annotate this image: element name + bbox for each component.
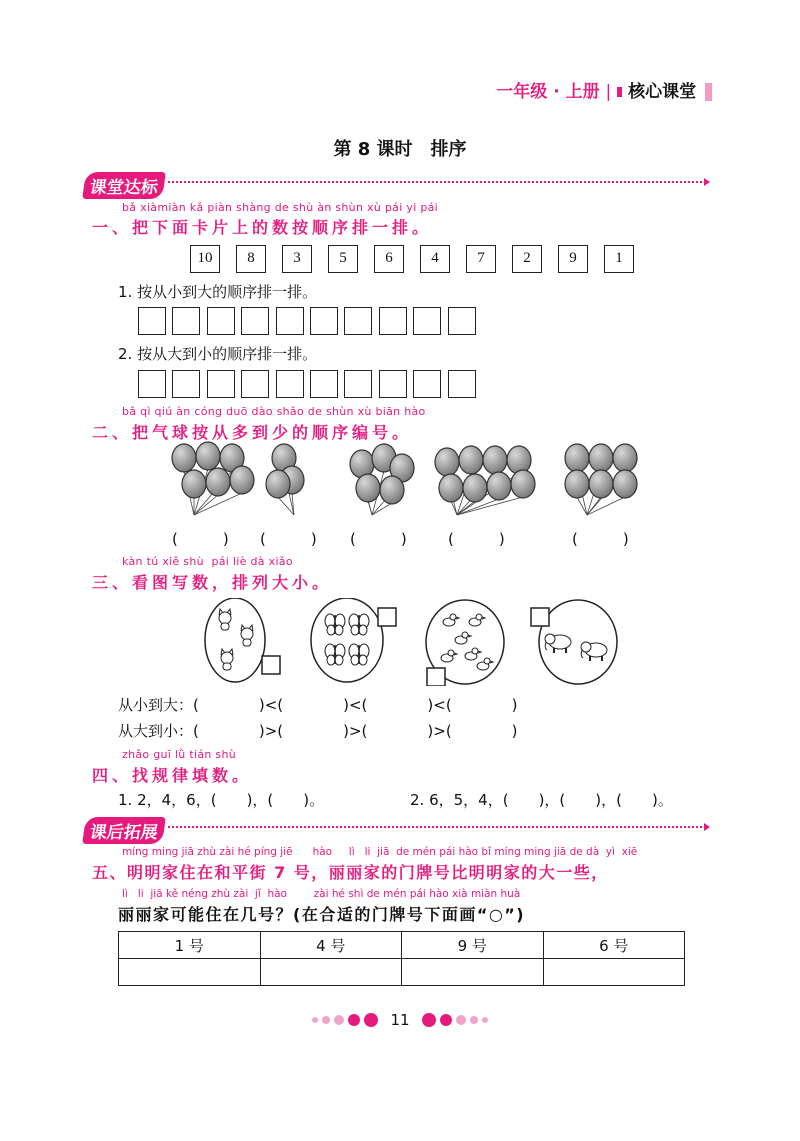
- q4-item1: 1. 2，4，6，( )，( )。: [118, 791, 325, 809]
- header-bar-icon: [705, 83, 712, 101]
- elephant-icon: [545, 634, 571, 653]
- cat-icon: [219, 609, 231, 630]
- count-answer-box[interactable]: [262, 656, 280, 674]
- elephant-icon: [581, 642, 607, 661]
- section-label-extension: 课后拓展: [82, 817, 166, 844]
- balloon-icon: [487, 472, 511, 500]
- answer-box[interactable]: [379, 370, 407, 398]
- answer-box[interactable]: [172, 370, 200, 398]
- header-grade: 一年级 · 上册: [496, 82, 600, 102]
- page-number: 11: [390, 1010, 410, 1029]
- balloon-icon: [172, 444, 196, 472]
- footer-dot-icon: [322, 1016, 330, 1024]
- header-brand: 核心课堂: [628, 82, 697, 102]
- balloon-icon: [459, 446, 483, 474]
- q5-title-1: 五、明明家住在和平街 7 号，丽丽家的门牌号比明明家的大一些，: [92, 863, 609, 882]
- table-answer-row: [119, 959, 685, 986]
- section-banner-extension: [84, 817, 164, 845]
- q1-title: 一、把下面卡片上的数按顺序排一排。: [92, 218, 433, 237]
- q3-title: 三、看图写数，排列大小。: [92, 573, 333, 592]
- balloon-rank-paren[interactable]: ( ): [350, 530, 407, 548]
- animal-group-circle: [205, 598, 265, 682]
- footer-dot-icon: [482, 1017, 488, 1023]
- duck-icon: [469, 614, 485, 626]
- answer-box[interactable]: [448, 307, 476, 335]
- answer-box[interactable]: [138, 370, 166, 398]
- q5-title-2: 丽丽家可能住在几号？(在合适的门牌号下面画“○”): [118, 905, 526, 924]
- count-answer-box[interactable]: [378, 608, 396, 626]
- duck-icon: [465, 648, 481, 660]
- balloon-icon: [206, 468, 230, 496]
- footer-dot-icon: [364, 1013, 378, 1027]
- footer-dot-icon: [312, 1017, 318, 1023]
- page-footer: [0, 1010, 800, 1029]
- answer-cell[interactable]: [543, 959, 685, 986]
- footer-dot-icon: [456, 1015, 466, 1025]
- answer-box[interactable]: [207, 307, 235, 335]
- answer-box[interactable]: [413, 307, 441, 335]
- footer-dot-icon: [440, 1014, 452, 1026]
- q4-pinyin: zhǎo guī lǜ tián shù: [122, 748, 236, 761]
- count-answer-box[interactable]: [427, 668, 445, 686]
- q3-pinyin: kàn tú xiě shù pái liè dà xiǎo: [122, 555, 293, 568]
- butterfly-icon: [349, 614, 369, 635]
- balloon-icon: [565, 470, 589, 498]
- section-label-classroom: 课堂达标: [82, 172, 166, 199]
- answer-box[interactable]: [344, 370, 372, 398]
- balloon-icon: [435, 448, 459, 476]
- butterfly-icon: [325, 644, 345, 665]
- cat-icon: [241, 625, 253, 646]
- answer-box[interactable]: [241, 307, 269, 335]
- q4-title: 四、找规律填数。: [92, 766, 253, 785]
- arrow-icon: [704, 178, 710, 186]
- butterfly-icon: [325, 614, 345, 635]
- number-card: 6: [374, 245, 404, 273]
- cat-icon: [221, 649, 233, 670]
- balloon-icon: [230, 466, 254, 494]
- balloon-rank-paren[interactable]: ( ): [448, 530, 505, 548]
- footer-dot-icon: [422, 1013, 436, 1027]
- balloon-icon: [565, 444, 589, 472]
- q2-pinyin: bǎ qì qiú àn cóng duō dào shǎo de shùn xù biān hào: [122, 405, 426, 418]
- footer-dot-icon: [334, 1015, 344, 1025]
- duck-icon: [441, 650, 457, 662]
- butterfly-icon: [349, 644, 369, 665]
- balloon-icon: [511, 470, 535, 498]
- number-card: 4: [420, 245, 450, 273]
- answer-box[interactable]: [310, 370, 338, 398]
- q2-title: 二、把气球按从多到少的顺序编号。: [92, 423, 413, 442]
- door-number-table: [118, 931, 685, 986]
- answer-box[interactable]: [344, 307, 372, 335]
- balloon-icon: [439, 474, 463, 502]
- answer-cell[interactable]: [260, 959, 402, 986]
- balloon-icon: [507, 446, 531, 474]
- animal-groups: [195, 598, 625, 686]
- number-card: 5: [328, 245, 358, 273]
- header-separator: |: [605, 82, 612, 102]
- balloon-icon: [380, 476, 404, 504]
- balloon-icon: [613, 444, 637, 472]
- q1-pinyin: bǎ xiàmiàn kǎ piàn shàng de shù àn shùn xù pái yi pái: [122, 201, 439, 214]
- balloon-string: [587, 497, 601, 515]
- duck-icon: [455, 632, 471, 644]
- door-number-cell: 9 号: [402, 932, 544, 959]
- number-card: 9: [558, 245, 588, 273]
- number-card: 3: [282, 245, 312, 273]
- balloon-rank-paren[interactable]: ( ): [172, 530, 229, 548]
- count-answer-box[interactable]: [531, 608, 549, 626]
- table-header-row: [119, 932, 685, 959]
- section-divider: [168, 181, 706, 183]
- q5-pinyin-1: míng ming jiā zhù zài hé píng jiē hào lì li jiā de mén pái hào bǐ míng ming jiā de dà yì xiē: [122, 846, 638, 858]
- q1-sub1: 1. 按从小到大的顺序排一排。: [118, 283, 318, 301]
- answer-cell[interactable]: [119, 959, 261, 986]
- animal-group-circle: [311, 598, 383, 682]
- answer-box[interactable]: [138, 307, 166, 335]
- number-card: 7: [466, 245, 496, 273]
- answer-box[interactable]: [207, 370, 235, 398]
- balloon-icon: [613, 470, 637, 498]
- duck-icon: [443, 614, 459, 626]
- balloon-string: [457, 497, 523, 515]
- answer-box[interactable]: [172, 307, 200, 335]
- q3-descending-line: 从大到小：( )>( )>( )>( ): [118, 722, 518, 740]
- number-card: 10: [190, 245, 220, 273]
- balloon-string: [577, 497, 587, 515]
- number-card: 1: [604, 245, 634, 273]
- answer-box[interactable]: [241, 370, 269, 398]
- number-card: 8: [236, 245, 266, 273]
- balloon-groups: [160, 440, 680, 530]
- footer-dot-icon: [470, 1016, 478, 1024]
- header: [496, 77, 712, 102]
- answer-cell[interactable]: [402, 959, 544, 986]
- balloon-rank-paren[interactable]: ( ): [260, 530, 317, 548]
- balloon-icon: [196, 442, 220, 470]
- balloon-string: [368, 501, 372, 515]
- balloon-string: [587, 497, 625, 515]
- door-number-cell: 1 号: [119, 932, 261, 959]
- answer-box[interactable]: [310, 307, 338, 335]
- q4-item2: 2. 6，5，4，( )，( )，( )。: [410, 791, 673, 809]
- answer-box[interactable]: [379, 307, 407, 335]
- balloon-icon: [463, 474, 487, 502]
- balloon-rank-paren[interactable]: ( ): [572, 530, 629, 548]
- footer-dots-right: [420, 1010, 490, 1028]
- header-marker-icon: [617, 87, 622, 97]
- number-card: 2: [512, 245, 542, 273]
- door-number-cell: 6 号: [543, 932, 685, 959]
- footer-dots-left: [310, 1010, 380, 1028]
- door-number-cell: 4 号: [260, 932, 402, 959]
- answer-box[interactable]: [276, 370, 304, 398]
- section-divider: [168, 826, 706, 828]
- balloon-icon: [483, 446, 507, 474]
- arrow-icon: [704, 823, 710, 831]
- answer-box[interactable]: [413, 370, 441, 398]
- balloon-icon: [266, 470, 290, 498]
- answer-box[interactable]: [276, 307, 304, 335]
- lesson-title: 第 8 课时 排序: [333, 139, 467, 160]
- balloon-icon: [589, 444, 613, 472]
- answer-box[interactable]: [448, 370, 476, 398]
- footer-dot-icon: [348, 1014, 360, 1026]
- q3-ascending-line: 从小到大：( )<( )<( )<( ): [118, 696, 518, 714]
- balloon-icon: [589, 470, 613, 498]
- section-banner-classroom: [84, 172, 164, 200]
- balloon-icon: [356, 474, 380, 502]
- q1-sub2: 2. 按从大到小的顺序排一排。: [118, 345, 318, 363]
- duck-icon: [477, 658, 493, 670]
- q5-pinyin-2: lì li jiā kě néng zhù zài jǐ hào zài hé shì de mén pái hào xià miàn huà: [122, 888, 521, 900]
- balloon-icon: [182, 470, 206, 498]
